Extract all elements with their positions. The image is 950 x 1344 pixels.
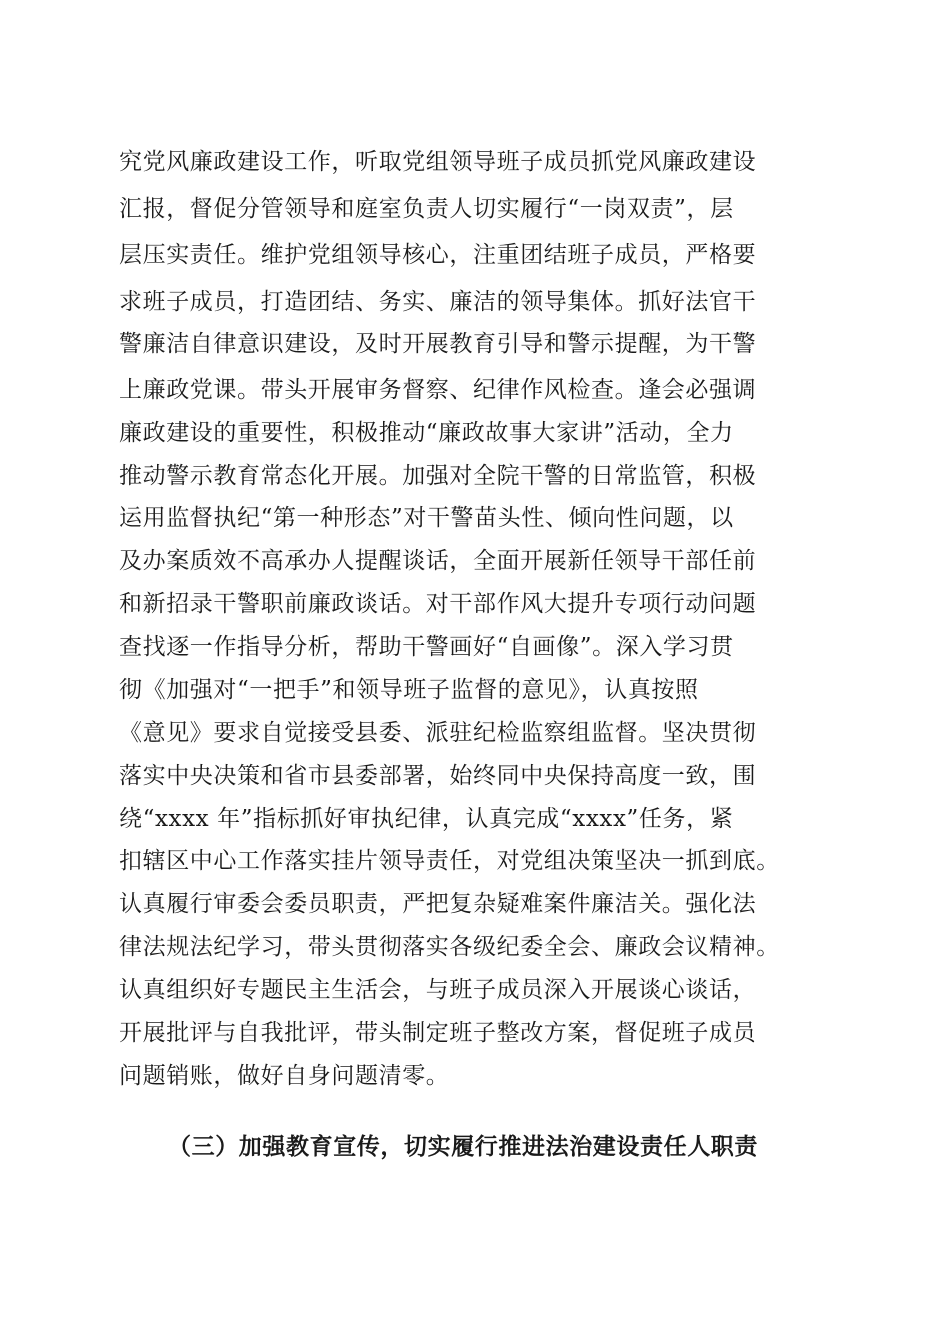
body-line: 求班子成员，打造团结、务实、廉洁的领导集体。抓好法官干 [119,289,757,315]
body-line: 究党风廉政建设工作，听取党组领导班子成员抓党风廉政建设 [119,149,757,175]
body-line: 认真履行审委会委员职责，严把复杂疑难案件廉洁关。强化法 [119,891,757,917]
body-line: 扣辖区中心工作落实挂片领导责任，对党组决策坚决一抓到底。 [119,848,780,874]
body-line: 绕“xxxx 年”指标抓好审执纪律，认真完成“xxxx”任务，紧 [119,806,734,832]
body-line: 层压实责任。维护党组领导核心，注重团结班子成员，严格要 [119,242,757,268]
body-line: 及办案质效不高承办人提醒谈话，全面开展新任领导干部任前 [119,548,757,574]
body-line: 落实中央决策和省市县委部署，始终同中央保持高度一致，围 [119,763,757,789]
section-heading: （三）加强教育宣传，切实履行推进法治建设责任人职责 [168,1133,758,1160]
body-line: 推动警示教育常态化开展。加强对全院干警的日常监管，积极 [119,463,757,489]
body-line: 查找逐一作指导分析，帮助干警画好“自画像”。深入学习贯 [119,634,734,660]
body-line: 《意见》要求自觉接受县委、派驻纪检监察组监督。坚决贯彻 [119,720,757,746]
body-line: 廉政建设的重要性，积极推动“廉政故事大家讲”活动，全力 [119,420,734,446]
body-line: 汇报，督促分管领导和庭室负责人切实履行“一岗双责”，层 [119,196,734,222]
body-line: 运用监督执纪“第一种形态”对干警苗头性、倾向性问题，以 [119,505,734,531]
body-line: 警廉洁自律意识建设，及时开展教育引导和警示提醒，为干警 [119,331,757,357]
body-line: 上廉政党课。带头开展审务督察、纪律作风检查。逢会必强调 [119,377,757,403]
body-line: 问题销账，做好自身问题清零。 [119,1063,450,1089]
body-line: 开展批评与自我批评，带头制定班子整改方案，督促班子成员 [119,1020,757,1046]
body-line: 彻《加强对“一把手”和领导班子监督的意见》，认真按照 [119,677,699,703]
body-line: 律法规法纪学习，带头贯彻落实各级纪委全会、廉政会议精神。 [119,934,780,960]
body-line: 和新招录干警职前廉政谈话。对干部作风大提升专项行动问题 [119,591,757,617]
body-line: 认真组织好专题民主生活会，与班子成员深入开展谈心谈话， [119,977,757,1003]
